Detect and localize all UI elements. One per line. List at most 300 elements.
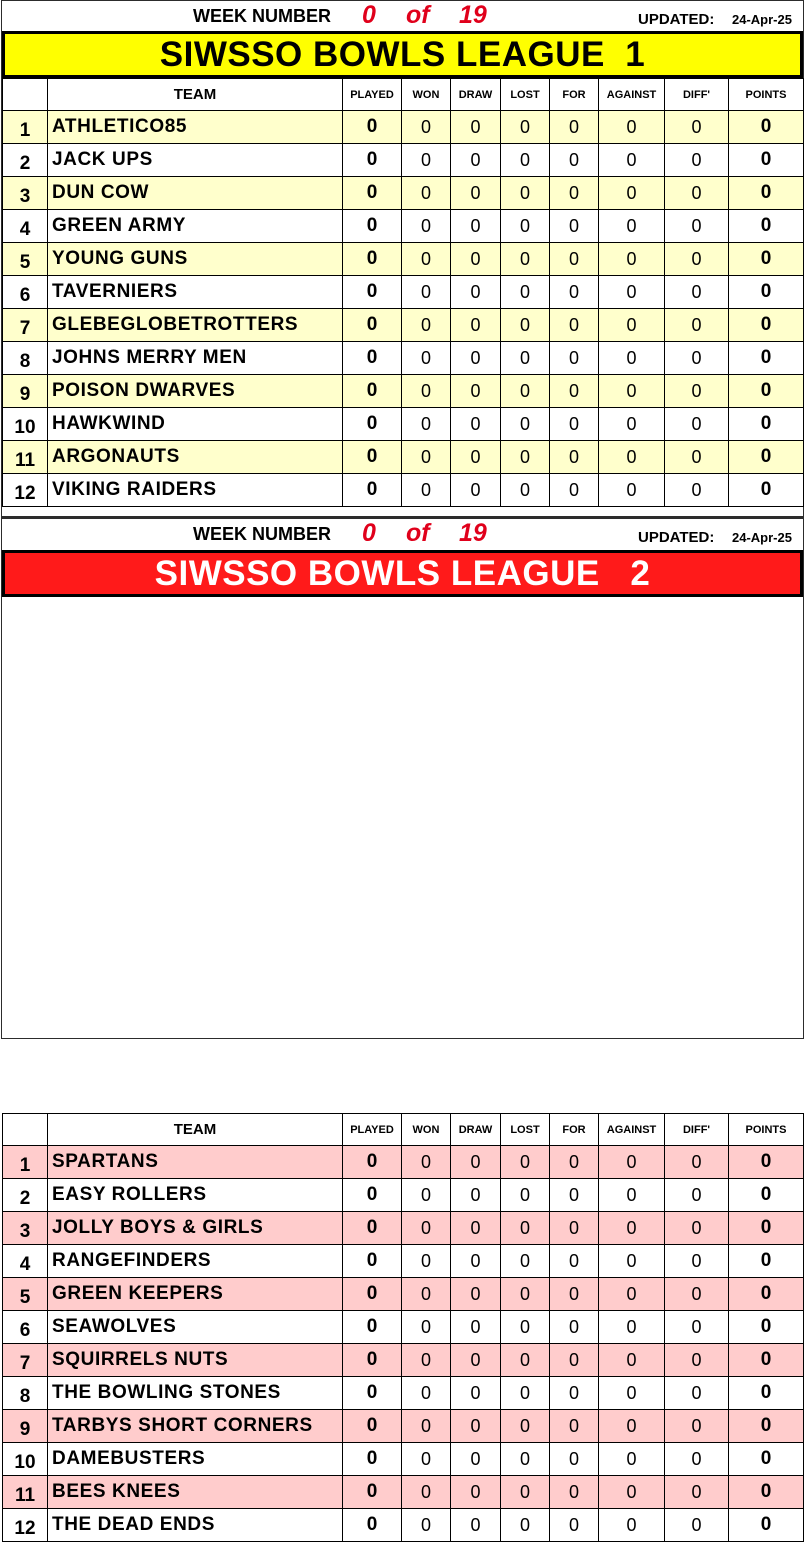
position-cell: 6 (3, 1311, 48, 1344)
table-row (3, 177, 804, 210)
won-cell: 0 (402, 309, 451, 342)
for-cell: 0 (550, 1476, 599, 1509)
table-row (3, 1443, 804, 1476)
team-header: TEAM (48, 1114, 343, 1146)
lost-cell: 0 (501, 1245, 550, 1278)
draw-cell: 0 (451, 1410, 501, 1443)
points-cell: 0 (729, 1509, 804, 1542)
week-total: 19 (459, 1, 487, 29)
team-name-cell: GREEN KEEPERS (48, 1278, 343, 1311)
week-total: 19 (459, 519, 487, 547)
position-cell: 6 (3, 276, 48, 309)
draw-cell: 0 (451, 210, 501, 243)
lost-cell: 0 (501, 1509, 550, 1542)
position-cell: 7 (3, 1344, 48, 1377)
won-cell: 0 (402, 1410, 451, 1443)
standings-body (3, 1146, 804, 1542)
lost-cell: 0 (501, 375, 550, 408)
position-cell: 1 (3, 111, 48, 144)
against-cell: 0 (599, 243, 665, 276)
draw-cell: 0 (451, 1344, 501, 1377)
won-cell: 0 (402, 144, 451, 177)
diff-cell: 0 (665, 1278, 729, 1311)
points-cell: 0 (729, 441, 804, 474)
played-cell: 0 (343, 1476, 402, 1509)
draw-cell: 0 (451, 1509, 501, 1542)
table-row (3, 1245, 804, 1278)
league-1-section (0, 0, 807, 504)
position-cell: 5 (3, 243, 48, 276)
for-cell: 0 (550, 408, 599, 441)
won-cell: 0 (402, 177, 451, 210)
draw-cell: 0 (451, 408, 501, 441)
against-cell: 0 (599, 1377, 665, 1410)
played-cell: 0 (343, 441, 402, 474)
lost-cell: 0 (501, 144, 550, 177)
played-header: PLAYED (343, 79, 402, 111)
against-cell: 0 (599, 1344, 665, 1377)
lost-cell: 0 (501, 111, 550, 144)
position-cell: 4 (3, 1245, 48, 1278)
for-cell: 0 (550, 1410, 599, 1443)
won-cell: 0 (402, 1245, 451, 1278)
points-cell: 0 (729, 408, 804, 441)
for-cell: 0 (550, 1311, 599, 1344)
won-cell: 0 (402, 1311, 451, 1344)
for-cell: 0 (550, 177, 599, 210)
table-row (3, 375, 804, 408)
league-title: SIWSSO BOWLS LEAGUE 2 (2, 550, 803, 597)
for-cell: 0 (550, 309, 599, 342)
lost-header: LOST (501, 79, 550, 111)
against-cell: 0 (599, 342, 665, 375)
points-header: POINTS (729, 79, 804, 111)
diff-cell: 0 (665, 276, 729, 309)
draw-cell: 0 (451, 441, 501, 474)
draw-cell: 0 (451, 342, 501, 375)
team-name-cell: SEAWOLVES (48, 1311, 343, 1344)
team-name-cell: JOHNS MERRY MEN (48, 342, 343, 375)
team-name-cell: BEES KNEES (48, 1476, 343, 1509)
table-row (3, 1278, 804, 1311)
diff-cell: 0 (665, 144, 729, 177)
team-name-cell: GLEBEGLOBETROTTERS (48, 309, 343, 342)
position-cell: 12 (3, 1509, 48, 1542)
team-name-cell: TARBYS SHORT CORNERS (48, 1410, 343, 1443)
team-header: TEAM (48, 79, 343, 111)
draw-cell: 0 (451, 1212, 501, 1245)
played-cell: 0 (343, 210, 402, 243)
played-cell: 0 (343, 1344, 402, 1377)
against-cell: 0 (599, 309, 665, 342)
table-row (3, 1377, 804, 1410)
updated-date: 24-Apr-25 (732, 530, 792, 545)
for-cell: 0 (550, 1377, 599, 1410)
points-cell: 0 (729, 375, 804, 408)
against-cell: 0 (599, 1179, 665, 1212)
week-bar (0, 0, 807, 32)
against-cell: 0 (599, 1278, 665, 1311)
position-cell: 7 (3, 309, 48, 342)
week-bar (0, 518, 807, 550)
table-row (3, 276, 804, 309)
position-cell: 2 (3, 1179, 48, 1212)
position-cell: 10 (3, 408, 48, 441)
position-cell: 9 (3, 375, 48, 408)
lost-cell: 0 (501, 1443, 550, 1476)
table-row (3, 342, 804, 375)
table-row (3, 144, 804, 177)
against-cell: 0 (599, 1443, 665, 1476)
diff-cell: 0 (665, 1146, 729, 1179)
played-cell: 0 (343, 1146, 402, 1179)
lost-header: LOST (501, 1114, 550, 1146)
for-cell: 0 (550, 210, 599, 243)
played-cell: 0 (343, 276, 402, 309)
lost-cell: 0 (501, 1146, 550, 1179)
week-current: 0 (362, 519, 376, 547)
diff-cell: 0 (665, 309, 729, 342)
won-cell: 0 (402, 375, 451, 408)
table-row (3, 1179, 804, 1212)
lost-cell: 0 (501, 309, 550, 342)
team-name-cell: YOUNG GUNS (48, 243, 343, 276)
lost-cell: 0 (501, 1212, 550, 1245)
diff-cell: 0 (665, 342, 729, 375)
draw-cell: 0 (451, 375, 501, 408)
standings-table (2, 78, 804, 507)
team-name-cell: GREEN ARMY (48, 210, 343, 243)
position-cell: 3 (3, 177, 48, 210)
played-cell: 0 (343, 1410, 402, 1443)
points-cell: 0 (729, 1377, 804, 1410)
diff-cell: 0 (665, 243, 729, 276)
against-cell: 0 (599, 1146, 665, 1179)
draw-cell: 0 (451, 1476, 501, 1509)
played-cell: 0 (343, 408, 402, 441)
table-row (3, 474, 804, 507)
against-cell: 0 (599, 1476, 665, 1509)
position-cell: 12 (3, 474, 48, 507)
week-number-label: WEEK NUMBER (193, 6, 331, 26)
won-cell: 0 (402, 1476, 451, 1509)
played-cell: 0 (343, 144, 402, 177)
for-cell: 0 (550, 342, 599, 375)
team-name-cell: SPARTANS (48, 1146, 343, 1179)
table-row (3, 408, 804, 441)
points-cell: 0 (729, 1146, 804, 1179)
diff-cell: 0 (665, 1245, 729, 1278)
played-cell: 0 (343, 243, 402, 276)
lost-cell: 0 (501, 441, 550, 474)
won-cell: 0 (402, 111, 451, 144)
position-cell: 11 (3, 441, 48, 474)
played-cell: 0 (343, 111, 402, 144)
header-row (3, 1114, 804, 1146)
team-name-cell: HAWKWIND (48, 408, 343, 441)
points-cell: 0 (729, 243, 804, 276)
lost-cell: 0 (501, 1377, 550, 1410)
team-name-cell: POISON DWARVES (48, 375, 343, 408)
team-name-cell: JOLLY BOYS & GIRLS (48, 1212, 343, 1245)
for-cell: 0 (550, 1245, 599, 1278)
position-cell: 4 (3, 210, 48, 243)
position-cell: 8 (3, 1377, 48, 1410)
diff-cell: 0 (665, 1311, 729, 1344)
team-name-cell: SQUIRRELS NUTS (48, 1344, 343, 1377)
lost-cell: 0 (501, 1311, 550, 1344)
week-current: 0 (362, 1, 376, 29)
won-cell: 0 (402, 1212, 451, 1245)
points-cell: 0 (729, 144, 804, 177)
played-cell: 0 (343, 1212, 402, 1245)
against-cell: 0 (599, 177, 665, 210)
played-cell: 0 (343, 309, 402, 342)
against-cell: 0 (599, 1311, 665, 1344)
table-row (3, 1146, 804, 1179)
points-cell: 0 (729, 1443, 804, 1476)
draw-cell: 0 (451, 1179, 501, 1212)
diff-cell: 0 (665, 441, 729, 474)
against-header: AGAINST (599, 1114, 665, 1146)
points-cell: 0 (729, 1212, 804, 1245)
played-cell: 0 (343, 1245, 402, 1278)
against-cell: 0 (599, 441, 665, 474)
played-cell: 0 (343, 1509, 402, 1542)
for-cell: 0 (550, 441, 599, 474)
team-name-cell: VIKING RAIDERS (48, 474, 343, 507)
played-cell: 0 (343, 1179, 402, 1212)
diff-cell: 0 (665, 474, 729, 507)
lost-cell: 0 (501, 1344, 550, 1377)
standings-body (3, 111, 804, 507)
for-cell: 0 (550, 144, 599, 177)
diff-cell: 0 (665, 1443, 729, 1476)
points-cell: 0 (729, 1245, 804, 1278)
team-name-cell: JACK UPS (48, 144, 343, 177)
week-number-label: WEEK NUMBER (193, 524, 331, 544)
updated-label: UPDATED: (638, 11, 715, 28)
position-header (3, 1114, 48, 1146)
diff-cell: 0 (665, 1212, 729, 1245)
played-cell: 0 (343, 1377, 402, 1410)
position-header (3, 79, 48, 111)
team-name-cell: ARGONAUTS (48, 441, 343, 474)
lost-cell: 0 (501, 474, 550, 507)
team-name-cell: TAVERNIERS (48, 276, 343, 309)
diff-cell: 0 (665, 375, 729, 408)
table-row (3, 1311, 804, 1344)
table-row (3, 1410, 804, 1443)
against-cell: 0 (599, 1245, 665, 1278)
points-cell: 0 (729, 276, 804, 309)
table-row (3, 243, 804, 276)
table-row (3, 210, 804, 243)
diff-header: DIFF' (665, 79, 729, 111)
won-cell: 0 (402, 1344, 451, 1377)
won-cell: 0 (402, 1443, 451, 1476)
won-cell: 0 (402, 1377, 451, 1410)
team-name-cell: DAMEBUSTERS (48, 1443, 343, 1476)
played-cell: 0 (343, 1311, 402, 1344)
for-cell: 0 (550, 1344, 599, 1377)
draw-cell: 0 (451, 309, 501, 342)
draw-cell: 0 (451, 177, 501, 210)
lost-cell: 0 (501, 276, 550, 309)
team-name-cell: DUN COW (48, 177, 343, 210)
points-cell: 0 (729, 1344, 804, 1377)
points-cell: 0 (729, 1278, 804, 1311)
for-cell: 0 (550, 375, 599, 408)
against-cell: 0 (599, 1410, 665, 1443)
table-row (3, 441, 804, 474)
updated-label: UPDATED: (638, 529, 715, 546)
team-name-cell: THE DEAD ENDS (48, 1509, 343, 1542)
team-name-cell: RANGEFINDERS (48, 1245, 343, 1278)
lost-cell: 0 (501, 1278, 550, 1311)
draw-header: DRAW (451, 79, 501, 111)
won-cell: 0 (402, 474, 451, 507)
played-cell: 0 (343, 1443, 402, 1476)
team-name-cell: THE BOWLING STONES (48, 1377, 343, 1410)
won-cell: 0 (402, 1179, 451, 1212)
points-cell: 0 (729, 177, 804, 210)
for-header: FOR (550, 1114, 599, 1146)
diff-cell: 0 (665, 1410, 729, 1443)
for-cell: 0 (550, 1179, 599, 1212)
lost-cell: 0 (501, 243, 550, 276)
points-cell: 0 (729, 1311, 804, 1344)
against-cell: 0 (599, 474, 665, 507)
for-cell: 0 (550, 474, 599, 507)
for-cell: 0 (550, 243, 599, 276)
won-header: WON (402, 79, 451, 111)
position-cell: 11 (3, 1476, 48, 1509)
played-header: PLAYED (343, 1114, 402, 1146)
for-cell: 0 (550, 111, 599, 144)
points-cell: 0 (729, 210, 804, 243)
diff-header: DIFF' (665, 1114, 729, 1146)
lost-cell: 0 (501, 1476, 550, 1509)
points-cell: 0 (729, 1476, 804, 1509)
against-header: AGAINST (599, 79, 665, 111)
lost-cell: 0 (501, 177, 550, 210)
table-row (3, 309, 804, 342)
against-cell: 0 (599, 210, 665, 243)
updated-date: 24-Apr-25 (732, 12, 792, 27)
against-cell: 0 (599, 1509, 665, 1542)
played-cell: 0 (343, 177, 402, 210)
draw-cell: 0 (451, 1278, 501, 1311)
diff-cell: 0 (665, 1377, 729, 1410)
draw-cell: 0 (451, 276, 501, 309)
won-cell: 0 (402, 210, 451, 243)
team-name-cell: ATHLETICO85 (48, 111, 343, 144)
for-cell: 0 (550, 1146, 599, 1179)
draw-cell: 0 (451, 1377, 501, 1410)
won-cell: 0 (402, 408, 451, 441)
table-row (3, 111, 804, 144)
draw-cell: 0 (451, 1245, 501, 1278)
for-cell: 0 (550, 1212, 599, 1245)
draw-cell: 0 (451, 1146, 501, 1179)
diff-cell: 0 (665, 1344, 729, 1377)
points-cell: 0 (729, 474, 804, 507)
week-of: of (406, 1, 430, 29)
points-cell: 0 (729, 342, 804, 375)
for-cell: 0 (550, 1443, 599, 1476)
draw-cell: 0 (451, 1443, 501, 1476)
against-cell: 0 (599, 144, 665, 177)
diff-cell: 0 (665, 210, 729, 243)
league-title: SIWSSO BOWLS LEAGUE 1 (2, 31, 803, 78)
position-cell: 3 (3, 1212, 48, 1245)
position-cell: 2 (3, 144, 48, 177)
position-cell: 9 (3, 1410, 48, 1443)
for-cell: 0 (550, 276, 599, 309)
standings-table (2, 1113, 804, 1542)
position-cell: 1 (3, 1146, 48, 1179)
diff-cell: 0 (665, 1179, 729, 1212)
diff-cell: 0 (665, 1476, 729, 1509)
won-cell: 0 (402, 1509, 451, 1542)
diff-cell: 0 (665, 177, 729, 210)
header-row (3, 79, 804, 111)
table-row (3, 1344, 804, 1377)
won-cell: 0 (402, 441, 451, 474)
position-cell: 8 (3, 342, 48, 375)
for-cell: 0 (550, 1509, 599, 1542)
draw-cell: 0 (451, 111, 501, 144)
against-cell: 0 (599, 1212, 665, 1245)
points-header: POINTS (729, 1114, 804, 1146)
against-cell: 0 (599, 111, 665, 144)
won-cell: 0 (402, 1146, 451, 1179)
lost-cell: 0 (501, 210, 550, 243)
played-cell: 0 (343, 375, 402, 408)
lost-cell: 0 (501, 408, 550, 441)
won-cell: 0 (402, 276, 451, 309)
week-of: of (406, 519, 430, 547)
played-cell: 0 (343, 474, 402, 507)
draw-cell: 0 (451, 1311, 501, 1344)
for-cell: 0 (550, 1278, 599, 1311)
against-cell: 0 (599, 408, 665, 441)
won-header: WON (402, 1114, 451, 1146)
points-cell: 0 (729, 111, 804, 144)
won-cell: 0 (402, 1278, 451, 1311)
table-row (3, 1509, 804, 1542)
against-cell: 0 (599, 375, 665, 408)
lost-cell: 0 (501, 1410, 550, 1443)
points-cell: 0 (729, 309, 804, 342)
points-cell: 0 (729, 1179, 804, 1212)
diff-cell: 0 (665, 111, 729, 144)
table-row (3, 1476, 804, 1509)
won-cell: 0 (402, 342, 451, 375)
draw-cell: 0 (451, 144, 501, 177)
lost-cell: 0 (501, 1179, 550, 1212)
for-header: FOR (550, 79, 599, 111)
league-2-section (0, 518, 807, 1539)
team-name-cell: EASY ROLLERS (48, 1179, 343, 1212)
draw-cell: 0 (451, 474, 501, 507)
played-cell: 0 (343, 342, 402, 375)
position-cell: 10 (3, 1443, 48, 1476)
diff-cell: 0 (665, 408, 729, 441)
draw-header: DRAW (451, 1114, 501, 1146)
points-cell: 0 (729, 1410, 804, 1443)
